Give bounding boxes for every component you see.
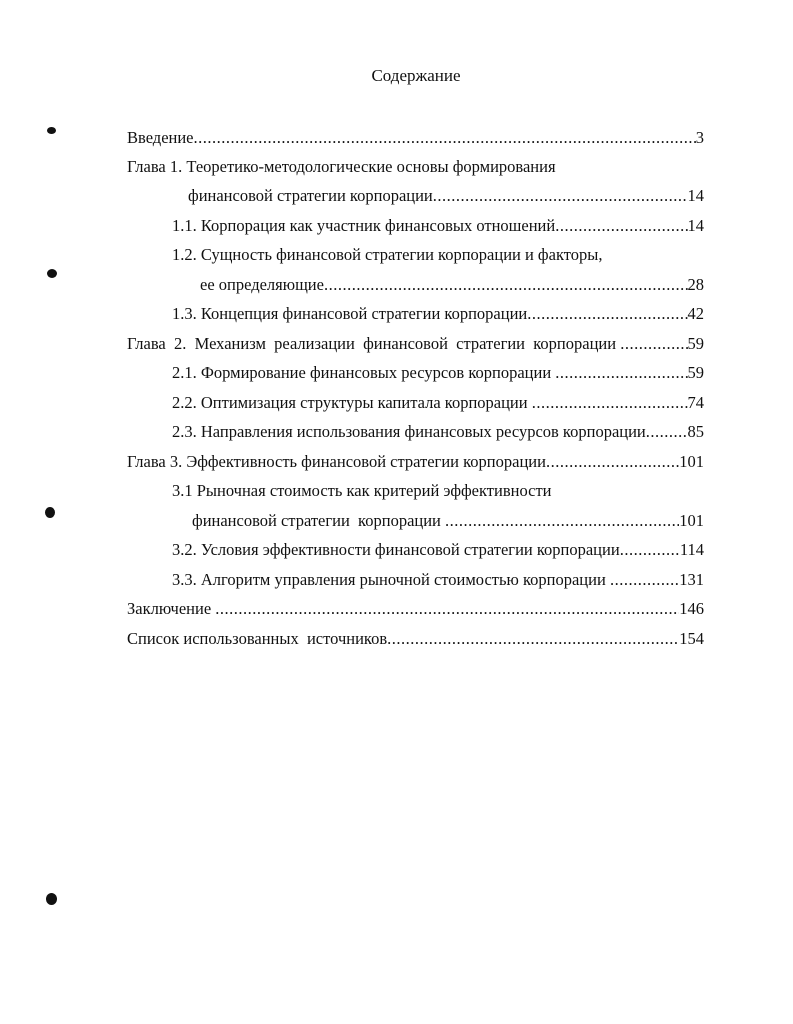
- toc-entry-2-3[interactable]: [172, 421, 704, 443]
- toc-leader-dots: [546, 451, 679, 473]
- toc-page-number: 131: [679, 570, 704, 589]
- toc-entry-chapter-1[interactable]: [188, 185, 704, 207]
- toc-label: финансовой стратегии корпорации: [188, 186, 433, 205]
- toc-entry-chapter-3[interactable]: [127, 451, 704, 473]
- page-title: Содержание: [371, 66, 461, 85]
- toc-leader-dots: [324, 274, 688, 296]
- toc-page-number: 14: [687, 186, 704, 205]
- toc-leader-dots: [387, 628, 679, 650]
- toc-page-number: 28: [687, 275, 704, 294]
- punch-hole-mark: [47, 127, 56, 134]
- toc-page-number: 85: [687, 422, 704, 441]
- toc-label: финансовой стратегии корпорации: [192, 511, 446, 530]
- toc-leader-dots: [532, 392, 688, 414]
- toc-leader-dots: [433, 185, 688, 207]
- toc-label: Глава 2. Механизм реализации финансовой стратегии корпорации: [127, 334, 621, 353]
- toc-entry-conclusion[interactable]: [127, 598, 704, 620]
- punch-hole-mark: [46, 893, 57, 905]
- toc-leader-dots: [194, 127, 696, 149]
- toc-page-number: 14: [687, 216, 704, 235]
- toc-entry-2-2[interactable]: [172, 392, 704, 414]
- toc-page-number: 74: [687, 393, 704, 412]
- toc-label: ее определяющие: [200, 275, 324, 294]
- toc-leader-dots: [527, 303, 687, 325]
- toc-page-number: 101: [679, 511, 704, 530]
- toc-label: 2.1. Формирование финансовых ресурсов корпорации: [172, 363, 556, 382]
- toc-page-number: 59: [687, 363, 704, 382]
- punch-hole-mark: [45, 507, 55, 518]
- toc-page-number: 101: [679, 452, 704, 471]
- toc-entry-3-2[interactable]: [172, 539, 704, 561]
- toc-entry-intro[interactable]: [127, 127, 704, 149]
- toc-label: 3.2. Условия эффективности финансовой стратегии корпорации: [172, 540, 620, 559]
- toc-entry-chapter-2[interactable]: [127, 333, 704, 355]
- toc-section-3-1-line1[interactable]: 3.1 Рыночная стоимость как критерий эффективности: [172, 481, 552, 500]
- toc-label: 1.3. Концепция финансовой стратегии корпорации: [172, 304, 528, 323]
- toc-label: 3.3. Алгоритм управления рыночной стоимостью корпорации: [172, 570, 610, 589]
- toc-page-number: 146: [679, 599, 704, 618]
- toc-label: Заключение: [127, 599, 216, 618]
- toc-label: Введение: [127, 128, 194, 147]
- toc-page-number: 3: [695, 128, 704, 147]
- toc-page-number: 42: [687, 304, 704, 323]
- toc-entry-2-1[interactable]: [172, 362, 704, 384]
- toc-chapter-1-line1[interactable]: Глава 1. Теоретико-методологические основы формирования: [127, 157, 556, 176]
- toc-page-number: 154: [679, 629, 704, 648]
- toc-page-number: 114: [679, 540, 704, 559]
- toc-entry-3-1[interactable]: [192, 510, 704, 532]
- toc-label: 1.1. Корпорация как участник финансовых отношений: [172, 216, 556, 235]
- toc-label: 2.3. Направления использования финансовых ресурсов корпорации: [172, 422, 646, 441]
- toc-leader-dots: [555, 362, 687, 384]
- toc-leader-dots: [620, 333, 687, 355]
- toc-leader-dots: [646, 421, 688, 443]
- toc-label: 2.2. Оптимизация структуры капитала корпорации: [172, 393, 532, 412]
- toc-leader-dots: [215, 598, 679, 620]
- punch-hole-mark: [47, 269, 57, 278]
- toc-entry-3-3[interactable]: [172, 569, 704, 591]
- toc-leader-dots: [445, 510, 679, 532]
- toc-label: Глава 3. Эффективность финансовой стратегии корпорации: [127, 452, 546, 471]
- toc-section-1-2-line1[interactable]: 1.2. Сущность финансовой стратегии корпорации и факторы,: [172, 245, 603, 264]
- toc-page-number: 59: [687, 334, 704, 353]
- toc-leader-dots: [610, 569, 679, 591]
- toc-leader-dots: [620, 539, 680, 561]
- toc-entry-1-1[interactable]: [172, 215, 704, 237]
- toc-label: Список использованных источников: [127, 629, 388, 648]
- toc-entry-references[interactable]: [127, 628, 704, 650]
- toc-leader-dots: [555, 215, 687, 237]
- toc-entry-1-3[interactable]: [172, 303, 704, 325]
- toc-entry-1-2[interactable]: [200, 274, 704, 296]
